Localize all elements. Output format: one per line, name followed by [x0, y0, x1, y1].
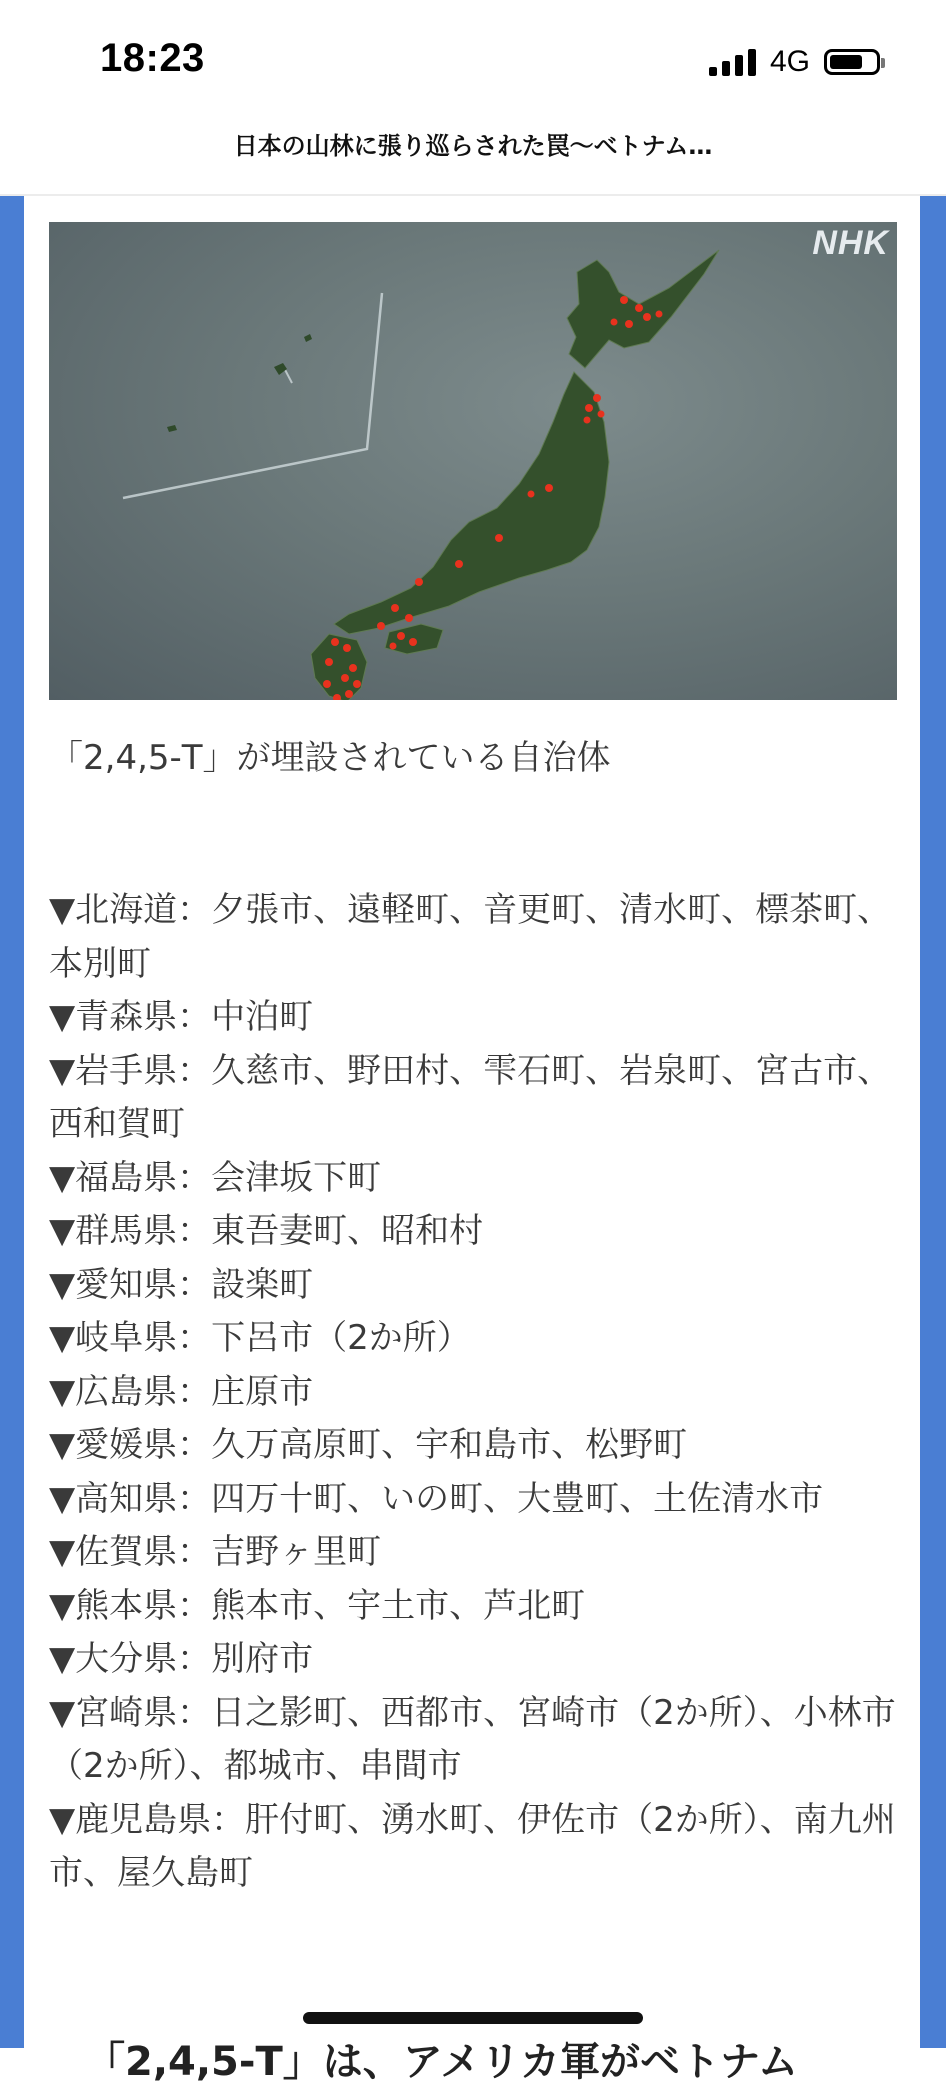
japan-map-icon [49, 222, 897, 700]
region-list [49, 884, 901, 1901]
list-item: ▼広島県：庄原市 [49, 1371, 314, 1412]
list-item: ▼北海道：夕張市、遠軽町、音更町、清水町、標茶町、本別町 [49, 890, 892, 984]
list-item: ▼福島県：会津坂下町 [49, 1157, 382, 1198]
list-item: ▼佐賀県：吉野ヶ里町 [49, 1532, 382, 1572]
page-title: 日本の山林に張り巡らされた罠〜ベトナム… [233, 132, 713, 160]
status-time: 18:23 [100, 36, 205, 80]
network-label: 4G [769, 45, 810, 78]
list-item: ▼青森県：中泊町 [49, 997, 314, 1037]
list-item: ▼宮崎県：日之影町、西都市、宮崎市（2か所）、小林市（2か所）、都城市、串間市 [49, 1692, 896, 1786]
list-item: ▼岐阜県：下呂市（2か所） [49, 1318, 471, 1358]
figure-caption: 「2,4,5-T」が埋設されている自治体 [49, 738, 611, 778]
list-item: ▼岩手県：久慈市、野田村、雫石町、岩泉町、宮古市、西和賀町 [49, 1050, 892, 1144]
nhk-logo: NHK [812, 224, 889, 262]
article-content[interactable] [24, 196, 920, 2048]
status-bar [0, 0, 946, 120]
list-item: ▼愛媛県：久万高原町、宇和島市、松野町 [49, 1425, 688, 1465]
list-item: ▼愛知県：設楽町 [49, 1264, 314, 1305]
list-item: ▼鹿児島県：肝付町、湧水町、伊佐市（2か所）、南九州市、屋久島町 [49, 1799, 896, 1893]
content-frame [0, 196, 946, 2048]
next-section-heading: 「2,4,5-T」は、アメリカ軍がベトナム [85, 2039, 798, 2085]
japan-map-image[interactable] [49, 222, 897, 700]
signal-icon [709, 48, 756, 76]
status-icons [709, 46, 880, 78]
list-item: ▼高知県：四万十町、いの町、大豊町、土佐清水市 [49, 1478, 824, 1519]
list-item: ▼大分県：別府市 [49, 1639, 314, 1679]
list-item: ▼群馬県：東吾妻町、昭和村 [49, 1211, 484, 1251]
list-item: ▼熊本県：熊本市、宇土市、芦北町 [49, 1585, 586, 1626]
home-indicator[interactable] [303, 2012, 643, 2024]
battery-icon [824, 49, 880, 75]
burial-site-markers [323, 296, 663, 700]
